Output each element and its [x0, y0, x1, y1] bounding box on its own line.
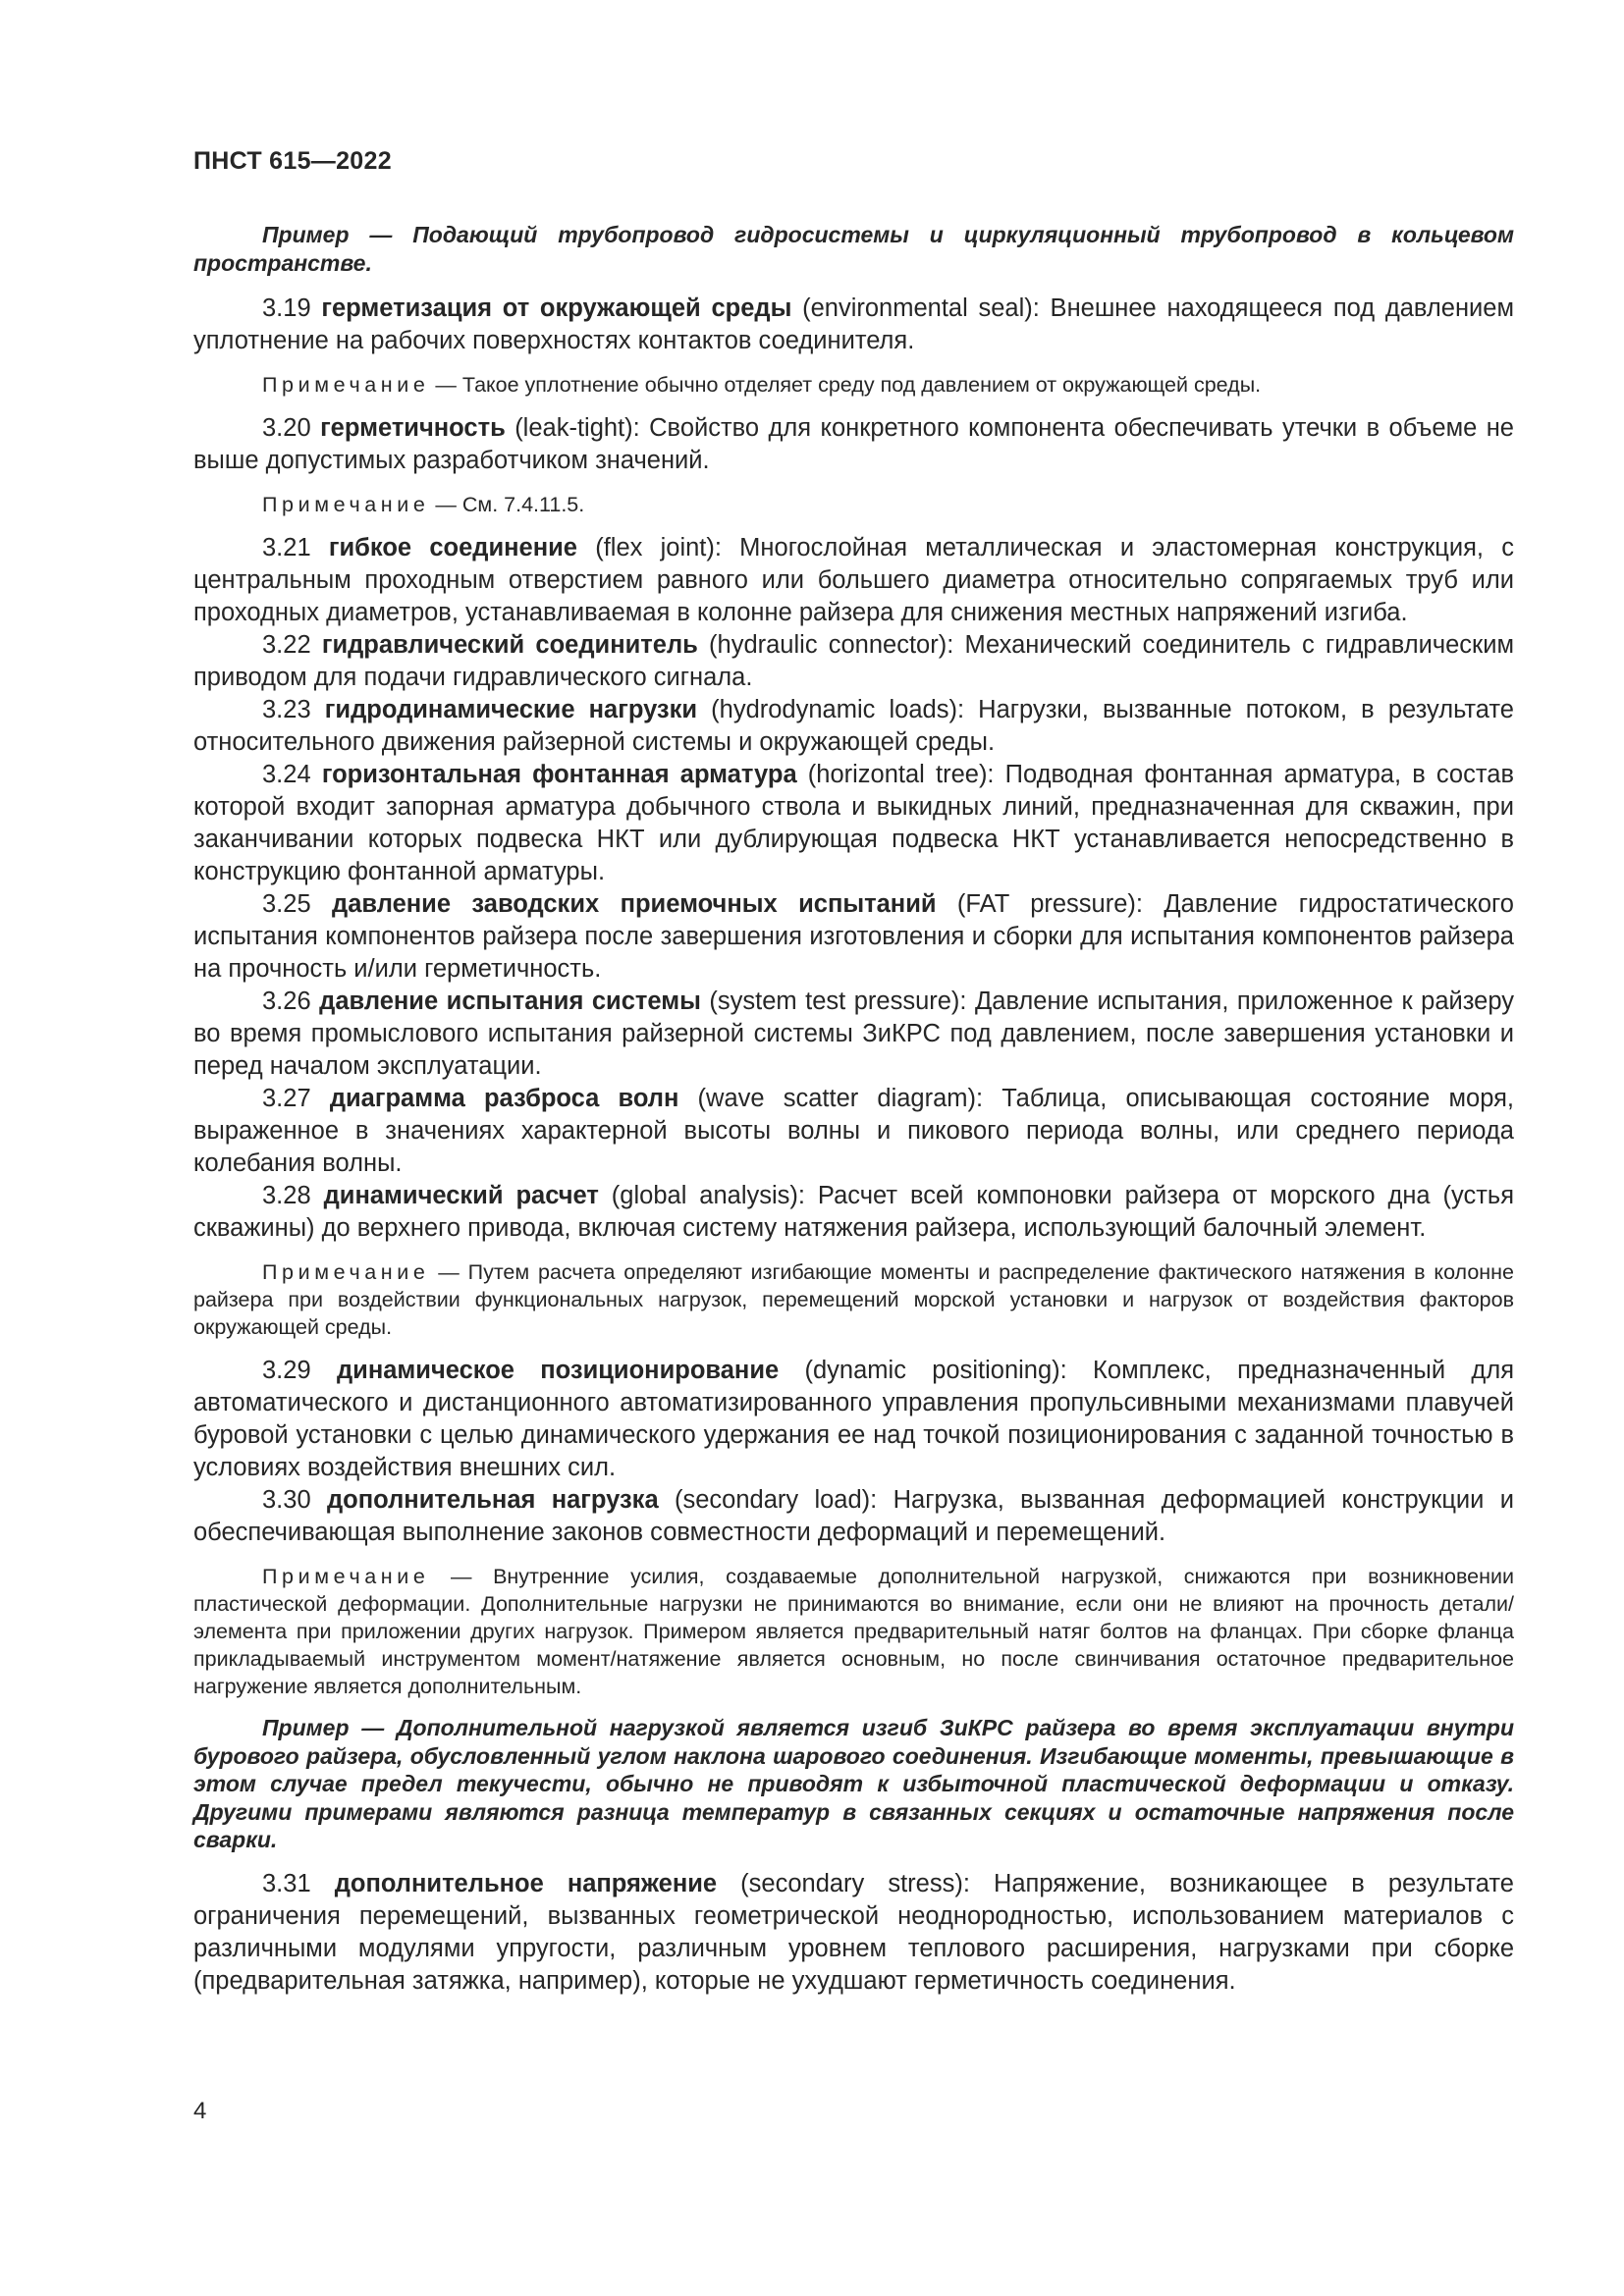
entry-definition: (dynamic positioning): Комплекс, предназначенный для автоматического и дистанционного автоматизированного управления пропульсивными механизмами плавучей буровой установки с целью динамического удержания ее над точкой позиционирования с заданной точностью в условиях воздействия внешних сил. [193, 1357, 1515, 1481]
term-entry-3-22 [193, 629, 1514, 694]
entry-term: динамическое позиционирование [336, 1357, 780, 1384]
entry-definition: (global analysis): Расчет всей компоновки райзера от морского дна (устья скважины) до верхнего привода, включая систему натяжения райзера, использующий балочный элемент. [193, 1182, 1514, 1242]
entry-term: дополнительная нагрузка [326, 1486, 659, 1514]
entry-term: герметичность [320, 414, 506, 442]
note-paragraph [193, 1258, 1514, 1341]
entry-definition: (secondary load): Нагрузка, вызванная деформацией конструкции и обеспечивающая выполнение законов совместности деформаций и перемещений. [193, 1486, 1515, 1546]
example-paragraph: Пример — Подающий трубопровод гидросистемы и циркуляционный трубопровод в кольцевом пространстве. [193, 222, 1514, 276]
term-entry-3-25 [193, 888, 1514, 986]
entry-number: 3.19 [262, 294, 311, 322]
term-entry-3-28 [193, 1180, 1514, 1245]
note-paragraph [193, 371, 1514, 399]
entry-term: давление заводских приемочных испытаний [332, 890, 937, 918]
term-entry-3-24 [193, 759, 1514, 888]
note-label: Примечание [262, 493, 430, 516]
entry-term: динамический расчет [323, 1182, 599, 1209]
entry-number: 3.27 [262, 1085, 311, 1112]
document-body [193, 221, 1514, 1998]
entry-term: горизонтальная фонтанная арматура [321, 761, 797, 788]
entry-number: 3.23 [262, 696, 311, 723]
term-entry-3-19 [193, 293, 1514, 357]
term-entry-3-29 [193, 1355, 1514, 1484]
note-text: — Путем расчета определяют изгибающие моменты и распределение фактического натяжения в колонне райзера при воздействии функциональных нагрузок, перемещений морской установки и нагрузок от воздействия факторов окружающей среды. [193, 1260, 1514, 1339]
term-entry-3-26 [193, 986, 1514, 1083]
example-paragraph: Пример — Дополнительной нагрузкой является изгиб ЗиКРС райзера во время эксплуатации внутри бурового райзера, обусловленный углом наклона шарового соединения. Изгибающие моменты, превышающие в этом случае предел текучести, обычно не приводят к избыточной пластической деформации и отказу. Другими примерами являются разница температур в связанных секциях и остаточные напряжения после сварки. [193, 1715, 1514, 1852]
page-number: 4 [193, 2098, 207, 2124]
document-designation: ПНСТ 615—2022 [193, 147, 392, 175]
entry-number: 3.22 [262, 631, 311, 659]
entry-number: 3.30 [262, 1486, 311, 1514]
entry-definition: (FAT pressure): Давление гидростатического испытания компонентов райзера после завершения изготовления и сборки для испытания компонентов райзера на прочность и/или герметичность. [193, 890, 1514, 983]
entry-number: 3.28 [262, 1182, 311, 1209]
entry-definition: (horizontal tree): Подводная фонтанная арматура, в состав которой входит запорная арматура добычного ствола и выкидных линий, предназначенная для скважин, при заканчивании которых подвеска НКТ или дублирующая подвеска НКТ устанавливается непосредственно в конструкцию фонтанной арматуры. [193, 761, 1514, 885]
entry-term: гидравлический соединитель [321, 631, 698, 659]
entry-term: дополнительное напряжение [334, 1869, 718, 1897]
entry-definition: (environmental seal): Внешнее находящееся под давлением уплотнение на рабочих поверхностях контактов соединителя. [193, 294, 1514, 354]
term-entry-3-20 [193, 412, 1514, 477]
entry-definition: (hydrodynamic loads): Нагрузки, вызванные потоком, в результате относительного движения райзерной системы и окружающей среды. [193, 696, 1514, 756]
entry-number: 3.21 [262, 534, 311, 561]
entry-term: давление испытания системы [319, 988, 701, 1015]
entry-definition: (wave scatter diagram): Таблица, описывающая состояние моря, выраженное в значениях характерной высоты волны и пикового периода волны, или среднего периода колебания волны. [193, 1085, 1515, 1177]
note-text: — См. 7.4.11.5. [429, 493, 585, 516]
entry-number: 3.31 [262, 1869, 311, 1897]
note-text: — Внутренние усилия, создаваемые дополнительной нагрузкой, снижаются при возникновении пластической деформации. Дополнительные нагрузки не принимаются во внимание, если они не влияют на прочность детали/элемента при приложении других нагрузок. Примером является предварительный натяг болтов на фланцах. При сборке фланца прикладываемый инструментом момент/натяжение является основным, но после свинчивания остаточное предварительное нагружение является дополнительным. [193, 1565, 1514, 1698]
entry-number: 3.29 [262, 1357, 311, 1384]
note-label: Примечание [262, 373, 430, 397]
term-entry-3-21 [193, 532, 1514, 629]
entry-term: гидродинамические нагрузки [324, 696, 698, 723]
entry-term: диаграмма разброса волн [329, 1085, 679, 1112]
entry-definition: (hydraulic connector): Механический соединитель с гидравлическим приводом для подачи гидравлического сигнала. [193, 631, 1514, 691]
entry-number: 3.20 [262, 414, 311, 442]
entry-number: 3.26 [262, 988, 311, 1015]
entry-definition: (secondary stress): Напряжение, возникающее в результате ограничения перемещений, вызванных геометрической неоднородностью, использованием материалов с различными модулями упругости, различным уровнем теплового расширения, нагрузками при сборке (предварительная затяжка, например), которые не ухудшают герметичность соединения. [193, 1869, 1514, 1995]
entry-term: гибкое соединение [328, 534, 577, 561]
note-paragraph [193, 491, 1514, 518]
term-entry-3-23 [193, 694, 1514, 759]
entry-term: герметизация от окружающей среды [321, 294, 792, 322]
entry-definition: (system test pressure): Давление испытания, приложенное к райзеру во время промыслового испытания райзерной системы ЗиКРС под давлением, после завершения установки и перед началом эксплуатации. [193, 988, 1514, 1080]
entry-number: 3.24 [262, 761, 311, 788]
term-entry-3-31 [193, 1868, 1514, 1998]
term-entry-3-27 [193, 1083, 1514, 1180]
entry-definition: (flex joint): Многослойная металлическая и эластомерная конструкция, с центральным проходным отверстием равного или большего диаметра относительно сопрягаемых труб или проходных диаметров, устанавливаемая в колонне райзера для снижения местных напряжений изгиба. [193, 534, 1514, 626]
note-label: Примечание [262, 1565, 430, 1588]
note-text: — Такое уплотнение обычно отделяет среду под давлением от окружающей среды. [429, 373, 1262, 397]
entry-number: 3.25 [262, 890, 311, 918]
note-label: Примечание [262, 1260, 430, 1284]
note-paragraph [193, 1563, 1514, 1700]
term-entry-3-30 [193, 1484, 1514, 1549]
entry-definition: (leak-tight): Свойство для конкретного компонента обеспечивать утечки в объеме не выше допустимых разработчиком значений. [193, 414, 1514, 474]
